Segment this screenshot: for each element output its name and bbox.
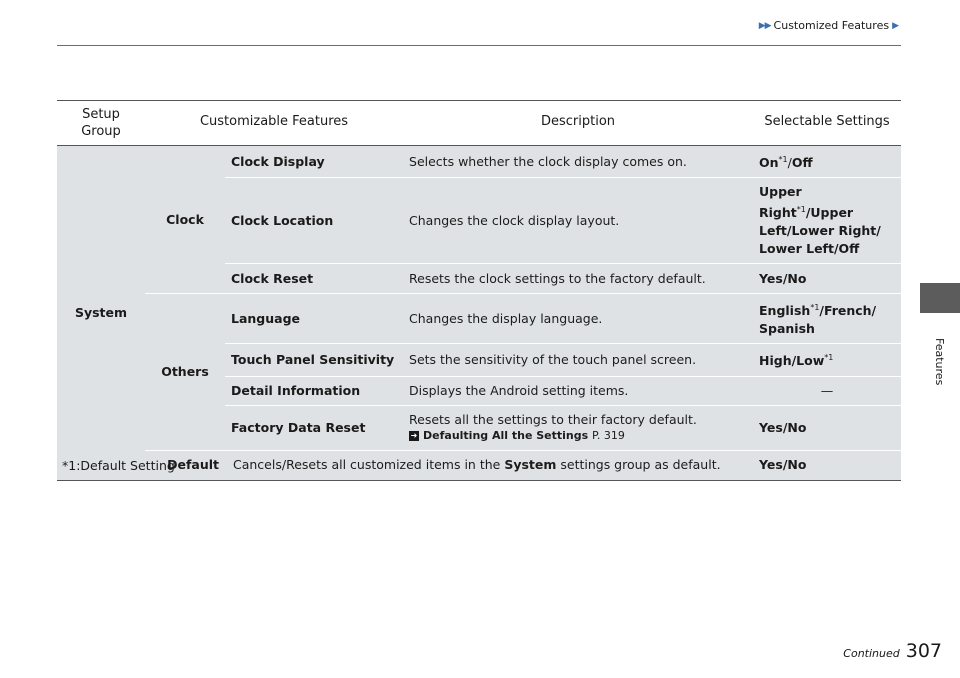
feature-name: Touch Panel Sensitivity xyxy=(225,344,403,376)
selectable-settings: On$^{*1}$/Off xyxy=(753,146,901,178)
feature-name: Clock Display xyxy=(225,146,403,178)
selectable-settings: High/Low$^{*1}$ xyxy=(753,344,901,376)
feature-description: Sets the sensitivity of the touch panel screen. xyxy=(403,344,753,376)
settings-table xyxy=(57,100,901,481)
feature-name: Clock Location xyxy=(225,178,403,264)
double-arrow-icon: ▶▶ xyxy=(758,20,771,31)
feature-description: Displays the Android setting items. xyxy=(403,376,753,405)
header-features: Customizable Features xyxy=(145,101,403,146)
section-label: Features xyxy=(933,338,946,386)
table-header-row xyxy=(57,101,901,146)
header-setup-group: Setup Group xyxy=(57,101,145,146)
header-description: Description xyxy=(403,101,753,146)
table-row xyxy=(57,146,901,178)
breadcrumb-title[interactable]: Customized Features xyxy=(773,19,890,32)
feature-name: Language xyxy=(225,294,403,344)
breadcrumb xyxy=(759,19,898,32)
reference-arrow-icon: ➜ xyxy=(410,430,418,440)
feature-description: Changes the display language. xyxy=(403,294,753,344)
top-rule xyxy=(57,45,901,46)
selectable-settings: Upper Right$^{*1}$/Upper Left/Lower Right/ Lower Left/Off xyxy=(753,178,901,264)
selectable-settings: English$^{*1}$/French/ Spanish xyxy=(753,294,901,344)
page-footer xyxy=(843,640,942,662)
footnote: *1:Default Setting xyxy=(62,458,175,473)
feature-description: Selects whether the clock display comes on. xyxy=(403,146,753,178)
selectable-settings: Yes/No xyxy=(753,264,901,294)
feature-description: Cancels/Resets all customized items in the System settings group as default. xyxy=(225,450,753,480)
selectable-settings: — xyxy=(753,376,901,405)
page-number: 307 xyxy=(905,640,942,662)
feature-description: Resets all the settings to their factory default. ➜ Defaulting All the Settings P. 319 xyxy=(403,405,753,450)
selectable-settings: Yes/No xyxy=(753,450,901,480)
feature-name: Detail Information xyxy=(225,376,403,405)
feature-description: Changes the clock display layout. xyxy=(403,178,753,264)
subgroup-others: Others xyxy=(145,294,225,450)
selectable-settings: Yes/No xyxy=(753,405,901,450)
table-row xyxy=(57,450,901,480)
feature-name: Clock Reset xyxy=(225,264,403,294)
subgroup-clock: Clock xyxy=(145,146,225,294)
group-system: System xyxy=(57,146,145,481)
feature-name: Default xyxy=(145,450,225,480)
feature-name: Factory Data Reset xyxy=(225,405,403,450)
section-tab xyxy=(920,283,960,313)
table-row xyxy=(57,294,901,344)
feature-description: Resets the clock settings to the factory default. xyxy=(403,264,753,294)
arrow-icon: ▶ xyxy=(892,20,898,31)
cross-reference-link[interactable]: ➜ Defaulting All the Settings P. 319 xyxy=(410,428,625,442)
header-settings: Selectable Settings xyxy=(753,101,901,146)
continued-label: Continued xyxy=(843,647,900,660)
